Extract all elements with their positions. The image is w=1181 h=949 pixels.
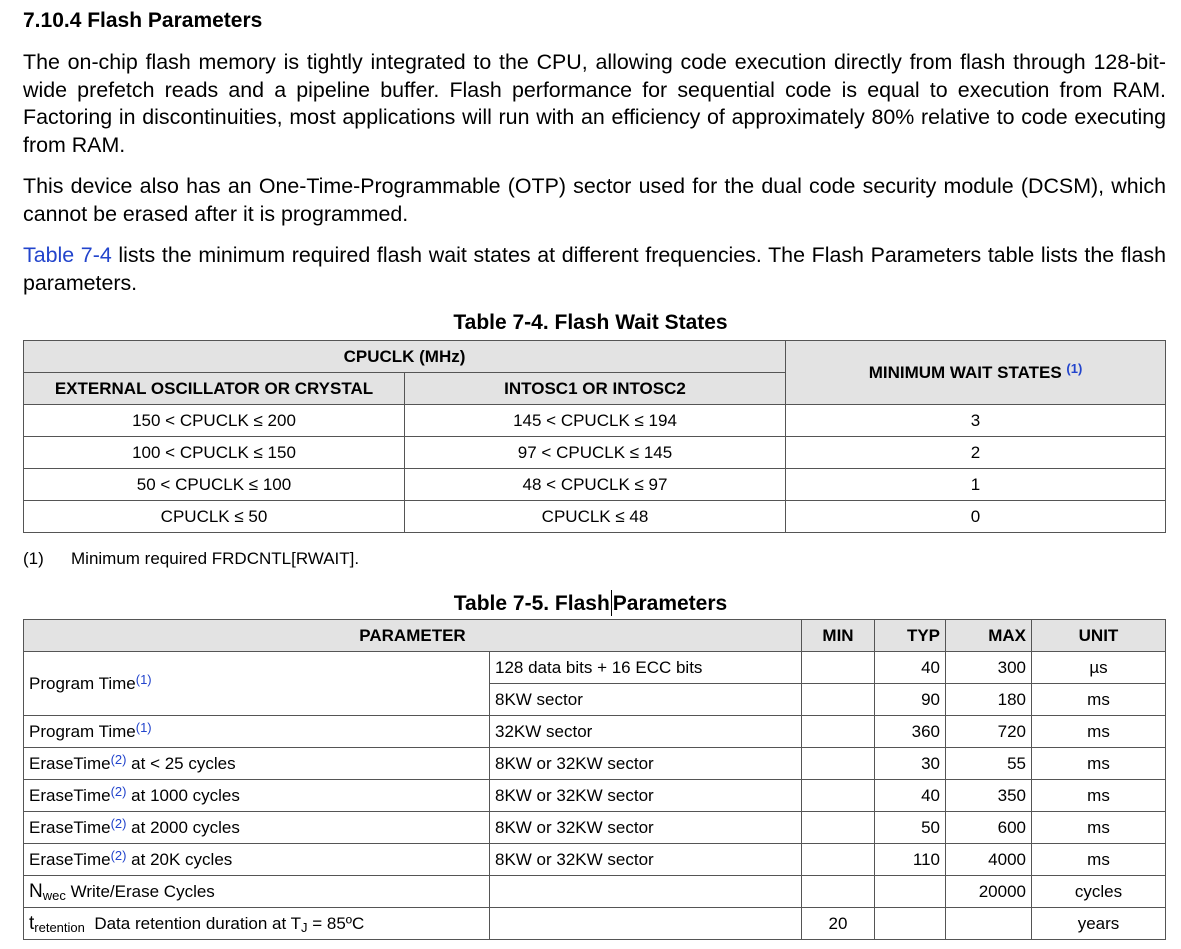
table-row bbox=[24, 812, 1166, 844]
max-cell: 55 bbox=[946, 748, 1032, 780]
condition-cell bbox=[490, 908, 802, 940]
min-cell bbox=[802, 716, 875, 748]
max-cell: 180 bbox=[946, 684, 1032, 716]
param-label: EraseTime bbox=[29, 817, 111, 837]
param-label: EraseTime bbox=[29, 849, 111, 869]
table-7-5-caption-a: Table 7-5. Flash bbox=[453, 592, 610, 615]
typ-cell bbox=[875, 876, 946, 908]
int-range-cell: 145 < CPUCLK ≤ 194 bbox=[405, 405, 786, 437]
table-row bbox=[24, 780, 1166, 812]
param-symbol: N bbox=[29, 880, 43, 902]
condition-cell: 32KW sector bbox=[490, 716, 802, 748]
param-label-end: = 85ºC bbox=[307, 913, 365, 933]
footnote-ref-1[interactable]: (1) bbox=[135, 671, 152, 687]
wait-state-cell: 3 bbox=[786, 405, 1166, 437]
flash-wait-states-table bbox=[23, 340, 1166, 533]
ext-osc-header: EXTERNAL OSCILLATOR OR CRYSTAL bbox=[24, 373, 405, 405]
paragraph-flash-intro: The on-chip flash memory is tightly integrated to the CPU, allowing code execution directly from flash through 128-bit-wide prefetch reads and a pipeline buffer. Flash performance for sequential code is equal to execution from RAM. Factoring in discontinuities, most applications will run with an efficiency of approximately 80% relative to code executing from RAM. bbox=[23, 50, 1166, 157]
min-cell bbox=[802, 876, 875, 908]
max-cell: 720 bbox=[946, 716, 1032, 748]
section-title: 7.10.4 Flash Parameters bbox=[23, 9, 263, 32]
ext-range-cell: 50 < CPUCLK ≤ 100 bbox=[24, 469, 405, 501]
condition-cell bbox=[490, 876, 802, 908]
min-cell bbox=[802, 780, 875, 812]
param-label: Program Time bbox=[29, 721, 136, 741]
param-label-suffix: at < 25 cycles bbox=[126, 753, 236, 773]
table-row bbox=[24, 469, 1166, 501]
ext-range-cell: CPUCLK ≤ 50 bbox=[24, 501, 405, 533]
param-cell bbox=[24, 908, 490, 940]
max-cell: 4000 bbox=[946, 844, 1032, 876]
unit-cell: years bbox=[1032, 908, 1166, 940]
unit-cell: cycles bbox=[1032, 876, 1166, 908]
int-range-cell: 97 < CPUCLK ≤ 145 bbox=[405, 437, 786, 469]
min-cell bbox=[802, 748, 875, 780]
param-cell bbox=[24, 716, 490, 748]
max-cell: 350 bbox=[946, 780, 1032, 812]
param-cell bbox=[24, 748, 490, 780]
typ-header: TYP bbox=[875, 620, 946, 652]
typ-cell: 50 bbox=[875, 812, 946, 844]
table-row bbox=[24, 844, 1166, 876]
min-cell bbox=[802, 812, 875, 844]
typ-cell: 360 bbox=[875, 716, 946, 748]
max-cell: 600 bbox=[946, 812, 1032, 844]
typ-cell: 90 bbox=[875, 684, 946, 716]
table-row bbox=[24, 748, 1166, 780]
unit-cell: ms bbox=[1032, 716, 1166, 748]
min-cell bbox=[802, 684, 875, 716]
condition-cell: 8KW or 32KW sector bbox=[490, 844, 802, 876]
min-cell bbox=[802, 652, 875, 684]
condition-cell: 8KW sector bbox=[490, 684, 802, 716]
wait-state-cell: 0 bbox=[786, 501, 1166, 533]
paragraph-table-ref-text: lists the minimum required flash wait states at different frequencies. The Flash Parameters table lists the flash parameters. bbox=[23, 243, 1167, 295]
param-cell bbox=[24, 780, 490, 812]
unit-cell: ms bbox=[1032, 812, 1166, 844]
param-symbol-subscript: wec bbox=[42, 887, 66, 903]
min-wait-states-label: MINIMUM WAIT STATES bbox=[868, 362, 1062, 382]
table-7-4-caption: Table 7-4. Flash Wait States bbox=[453, 311, 728, 334]
max-cell: 300 bbox=[946, 652, 1032, 684]
unit-cell: ms bbox=[1032, 844, 1166, 876]
table-row bbox=[24, 876, 1166, 908]
intosc-header: INTOSC1 OR INTOSC2 bbox=[405, 373, 786, 405]
max-cell: 20000 bbox=[946, 876, 1032, 908]
footnote-ref-2[interactable]: (2) bbox=[110, 751, 127, 767]
flash-parameters-table bbox=[23, 619, 1166, 940]
param-cell bbox=[24, 812, 490, 844]
table-7-4-link[interactable]: Table 7-4 bbox=[23, 243, 112, 267]
table-7-4-footnote bbox=[23, 549, 359, 569]
unit-header: UNIT bbox=[1032, 620, 1166, 652]
unit-cell: ms bbox=[1032, 780, 1166, 812]
wait-state-cell: 1 bbox=[786, 469, 1166, 501]
condition-cell: 128 data bits + 16 ECC bits bbox=[490, 652, 802, 684]
table-row bbox=[24, 405, 1166, 437]
footnote-ref-1[interactable]: (1) bbox=[135, 719, 152, 735]
min-header: MIN bbox=[802, 620, 875, 652]
condition-cell: 8KW or 32KW sector bbox=[490, 748, 802, 780]
typ-cell: 30 bbox=[875, 748, 946, 780]
footnote-ref-2[interactable]: (2) bbox=[110, 783, 127, 799]
condition-cell: 8KW or 32KW sector bbox=[490, 780, 802, 812]
param-label-suffix: at 1000 cycles bbox=[126, 785, 240, 805]
unit-cell: ms bbox=[1032, 684, 1166, 716]
parameter-header: PARAMETER bbox=[24, 620, 802, 652]
param-label: Write/Erase Cycles bbox=[65, 881, 215, 901]
condition-cell: 8KW or 32KW sector bbox=[490, 812, 802, 844]
param-label-suffix: at 2000 cycles bbox=[126, 817, 240, 837]
unit-cell: ms bbox=[1032, 748, 1166, 780]
param-label-subscript: J bbox=[300, 919, 308, 935]
table-row bbox=[24, 501, 1166, 533]
paragraph-otp: This device also has an One-Time-Programmable (OTP) sector used for the dual code security module (DCSM), which cannot be erased after it is programmed. bbox=[23, 174, 1166, 226]
paragraph-table-ref bbox=[23, 242, 1166, 297]
param-label: EraseTime bbox=[29, 753, 111, 773]
typ-cell: 40 bbox=[875, 652, 946, 684]
footnote-ref-1[interactable]: (1) bbox=[1066, 360, 1083, 376]
table-row bbox=[24, 716, 1166, 748]
int-range-cell: 48 < CPUCLK ≤ 97 bbox=[405, 469, 786, 501]
param-label: Program Time bbox=[29, 673, 136, 693]
text-cursor bbox=[611, 590, 612, 616]
footnote-ref-2[interactable]: (2) bbox=[110, 847, 127, 863]
footnote-text: Minimum required FRDCNTL[RWAIT]. bbox=[71, 549, 360, 568]
max-header: MAX bbox=[946, 620, 1032, 652]
param-symbol-subscript: retention bbox=[34, 919, 85, 935]
param-cell bbox=[24, 844, 490, 876]
table-row bbox=[24, 908, 1166, 940]
unit-cell: µs bbox=[1032, 652, 1166, 684]
footnote-ref-2[interactable]: (2) bbox=[110, 815, 127, 831]
param-cell bbox=[24, 652, 490, 716]
param-label: EraseTime bbox=[29, 785, 111, 805]
int-range-cell: CPUCLK ≤ 48 bbox=[405, 501, 786, 533]
table-7-5-caption-b: Parameters bbox=[612, 592, 728, 615]
min-wait-states-header bbox=[786, 341, 1166, 405]
table-row bbox=[24, 437, 1166, 469]
typ-cell: 110 bbox=[875, 844, 946, 876]
param-cell bbox=[24, 876, 490, 908]
param-label-suffix: at 20K cycles bbox=[126, 849, 233, 869]
wait-state-cell: 2 bbox=[786, 437, 1166, 469]
ext-range-cell: 100 < CPUCLK ≤ 150 bbox=[24, 437, 405, 469]
footnote-number: (1) bbox=[23, 549, 44, 568]
typ-cell bbox=[875, 908, 946, 940]
cpuclk-group-header: CPUCLK (MHz) bbox=[24, 341, 786, 373]
typ-cell: 40 bbox=[875, 780, 946, 812]
table-row bbox=[24, 652, 1166, 684]
min-cell: 20 bbox=[802, 908, 875, 940]
param-symbol: t bbox=[29, 912, 35, 934]
ext-range-cell: 150 < CPUCLK ≤ 200 bbox=[24, 405, 405, 437]
table-7-5-caption bbox=[0, 590, 1181, 616]
min-cell bbox=[802, 844, 875, 876]
param-label: Data retention duration at T bbox=[84, 913, 301, 933]
max-cell bbox=[946, 908, 1032, 940]
